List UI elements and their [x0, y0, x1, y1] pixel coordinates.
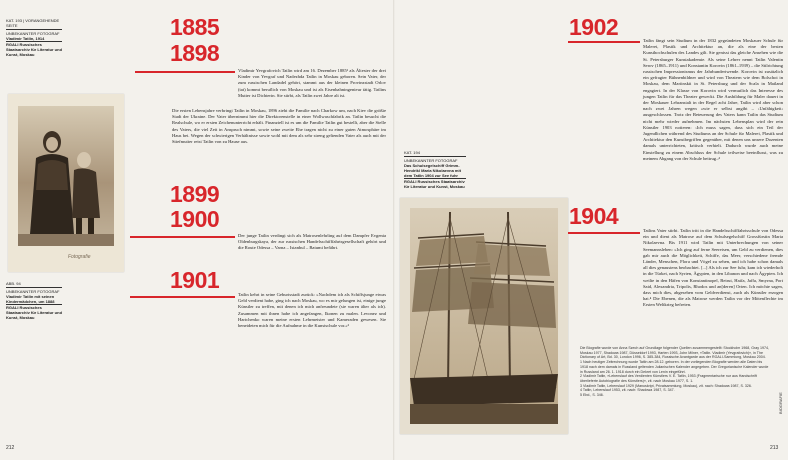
caption-kat: ABB. 94 [6, 281, 62, 288]
caption-source: RGALI Russisches Staatsarchiv für Literatur und Kunst, Moskau [6, 305, 63, 320]
paragraph: Tatlins Vater stirbt. Tatlin tritt in die Handelsschifffahrtsschule von Odessa ein und dient als Matrose auf dem Schulsegelschiff Grossfürstin Maria Nikolaevna. Bis 1911 wird Tatlin mit Unterbrechungen von seiner Seemannsleben: »Ich ging auf ferne Seereisen, um Geld zu verdienen, dies gab mir auch die Möglichkeit, Schiffe, das Meer, verschiedene fremde Länder, Menschen, Flora und Vögel zu sehen, und ich habe schon damals all dies genaustens beobachtet. [...] Als ich zur See fuhr, kam ich wiederholt in die Türkei, nach Syrien, Ägypten, in den Libanon und nach Ägypten. Ich weilte in den Häfen von Konstantinopel, Beirut, Haifa, Jaffa, Smyrna, Port Said, Alexandria, Tripolis, Rhodos und an[deren] Orten. Ich möchte sagen, dass mich dies, abgesehen vom Geldverdienst, auch als Künstler erzogen hat.⁴ Die Ebenen, die als Matrose werden Tatlin vor der Mötenflechte im Ersten Weltkrieg befreien. [643, 228, 783, 308]
section-label-vertical: BIOGRAFIE [778, 392, 783, 414]
caption-title: Vladimir Tatlin, 1914 [6, 36, 62, 42]
caption-title: Vladimir Tatlin mit seinen Kindermädchen, um 1888 [6, 294, 62, 305]
red-rule [130, 296, 235, 298]
year-heading-1901: 1901 [170, 267, 220, 293]
red-rule [568, 41, 640, 43]
book-gutter [393, 0, 395, 460]
year-heading-1902: 1902 [569, 14, 619, 40]
caption-photographer: UNBEKANNTER FOTOGRAF [6, 31, 60, 36]
caption-top [6, 18, 62, 57]
paragraph: Vladimir Yevgrafovich Tatlin wird am 16. Dezember 1885¹ als Ältester der drei Kinder von Yevgraf und Nadezhda Tatlin in Moskau geboren. Sein Vater, der zum russischen Landadel gehört, stammt aus der kleinen Provinzstadt Orlov (tat) kommt beruflich von Moskau und ist als Eisenbahningenieur tätig. Tatlins Mutter ist Dichterin. Sie stirbt, als Tatlin zwei Jahre alt ist. [238, 68, 386, 98]
page-number-right: 213 [770, 445, 779, 451]
paragraph: Tatlin kehrt in seine Geburtsstadt zurück: »Nachdem ich als Schiffsjunge etwas Geld verdient habe, ging ich nach Moskau, wo es mir gelungen ist, einige junge Künstler zu treffen, mit denen ich mich anfreundete (sie waren älter als ich). Zusammen mit ihnen habe ich angefangen, Ikonen zu malen. Levonez und Hartchenko waren meine ersten Lehrmeister und Kameraden gewesen. Sie beneideten mich für die Aufnahme in die Kunstschule vor.«² [238, 292, 386, 329]
footnote: 4 Tatlin, Lebenslauf 1953, zit. nach: Shadowa 1987, S. 347. [580, 388, 675, 393]
year-heading-1885: 1885 [170, 14, 220, 40]
portrait-photo-card [8, 94, 124, 272]
red-rule [135, 71, 235, 73]
year-heading-1899: 1899 [170, 181, 220, 207]
caption-kat: KAT. 193 | VORANGEHENDE SEITE [6, 18, 62, 30]
ship-photo-card [400, 198, 568, 434]
paragraph: Tatlin fängt sein Studium in der 1832 gegründeten Moskauer Schule für Malerei, Plastik und Architektur an, die als eine der besten Kunsthochschulen des Landes gilt. Sie genisst das gleiche Ansehen wie die St. Petersburger Kunstakademie. Als seine Lehrer nennt Tatlin Valentin Serov (1865–1911) und Konstantin Korovin (1861–1939) – die Stilrichtung russischen Impressionismus der Jahrhundertwende. Korovin ist zusätzlich ein gefragter Bühnenbildner und wird von Theatern wie dem Bolschoi in Moskau, dem Mariinskii in St. Petersburg und der Scala in Mailand engagiert. In der Klasse von Korovin wird vermutlich das Interesse des jungen Tatlin für das Theater geweckt. Die Ausbildung für Maler dauert in der Moskauer Lehranstalt in der Regel acht Jahre, Tatlin wird aber schon nach zwei Jahren wegen »wie er selbst angibt – ›Unfähigkeit‹ ausgeschlossen. Trotz der Beteuerung des Vaters kann Tatlin das Studium nicht mehr wieder aufnehmen. Im nächsten Lebensplan wird der rein Künstler 1903 notieren: ›Ich muss sagen, dass sich ein Teil der Jugendlichen während des Studiums an der Schule für Malerei, Plastik und Architektur den Kunstbegriffen gegenüber, mit denen uns unsere Dozenten damals unterrichteten, kritisch verhielt. Dadurch wurde auch meine Einstellung zu einem Abschluss der Schule teilweise beeinflusst, was zu meinem Abgang von der Schule beitrug.‹³ [643, 38, 783, 161]
year-heading-1900: 1900 [170, 206, 220, 232]
red-rule [130, 236, 235, 238]
ship-photo [400, 198, 568, 434]
red-rule [568, 232, 640, 234]
caption-photographer: UNBEKANNTER FOTOGRAF [6, 289, 60, 294]
footnotes [580, 346, 770, 398]
nanny-portrait-photo [8, 94, 124, 272]
footnote: Die Biografie wurde von Anna Szech auf Grundlage folgender Quellen zusammengestellt: Stockholm 1968, Gray 1974, Moskau 1977, Shadowa 1987, Düsseldorf 1993, Harten 1993, John Milner, »Tatlin. Vladimir (Yevgrafovich)«, in The Dictionary of Art, Bd. 30, London 1996, S. 385-384, Russische Avantgarde aus der RGALI-Sammlung, Moskau 2004. [580, 346, 769, 360]
caption-photographer: UNBEKANNTER FOTOGRAF [404, 158, 458, 163]
photo-stamp: Fotografie [68, 254, 91, 260]
caption-kat: KAT. 194 [404, 150, 466, 157]
caption-source: RGALI Russisches Staatsarchiv für Literatur und Kunst, Moskau [6, 42, 63, 57]
paragraph: Der junge Tatlin verdingt sich als Matrosenlehrling auf dem Dampfer Evgenia Oldenburgskaya, der zur russischen Handelsschifffahrtsgesellschaft gehört und die Route Odessa – Varna – Istanbul – Batumi befährt. [238, 233, 386, 251]
caption-title: Das Schulsegelschiff Grimm-Hendrikl Maria Nikolaevna mit dem Tatlin 1904 zur See fuhr [404, 163, 466, 179]
footnote: 3 Vladimir Tatlin, Lebenslauf 1929 (Manuskript, Privatsammlung, Moskau), zit. nach: Shadowa 1987, S. 326. [580, 383, 752, 388]
caption-source: RGALI Russisches Staatsarchiv für Literatur und Kunst, Moskau [404, 179, 465, 189]
footnote: 2 Vladimir Tatlin, »Lebenslauf des Verdienten Künstlers V. E. Tatlin, 1953 (Fragmentarische nur aus Handschrift überlieferte Autobiografie des Künstlers)«, zit. nach Moskau 1977, S. 1. [580, 374, 757, 383]
caption-bottom [6, 281, 62, 320]
caption-ship [404, 150, 466, 189]
year-heading-1904: 1904 [569, 203, 619, 229]
paragraph: Die ersten Lebensjahre verbringt Tatlin in Moskau, 1896 zieht die Familie nach Charkow um, nach Kiev die größte Stadt der Ukraine. Der Vater übernimmt hier die Direktorenstelle in einer Wollwaschfabrik an. Tatlin besucht die Realschule, wo er ersten Zeichenunterricht erhält. Finanziell ist es um die Familie Tatlin gut bestellt, aber die Stelle des Vaters, die viel Zeit in Anspruch nimmt, sowie seine zweite Ehe tragen nicht zu einer guten Atmosphäre im Haus bei. Wegen der schwierigen Verhältnisse sowie wohl mit dem als sehr streng geltenden Vater als auch mit der Stiefmutter reist Tatlin von zu Hause aus. [172, 108, 386, 145]
footnote: 1 Nach heutiger Zeitrechnung wurde Tatlin am 28.12. geboren. In der vorliegenden Biografie werden alle Daten bis 1918 nach dem damals in Russland geltenden Julianischen Kalender angegeben. Der Gregorianische Kalender wurde in Russland am 26. 1. 1918 durch ein Dekret von Lenin eingeführt. [580, 360, 769, 374]
year-heading-1898: 1898 [170, 40, 220, 66]
page-number-left: 212 [6, 445, 15, 451]
footnote: 5 Ebd., S. 346. [580, 393, 604, 398]
